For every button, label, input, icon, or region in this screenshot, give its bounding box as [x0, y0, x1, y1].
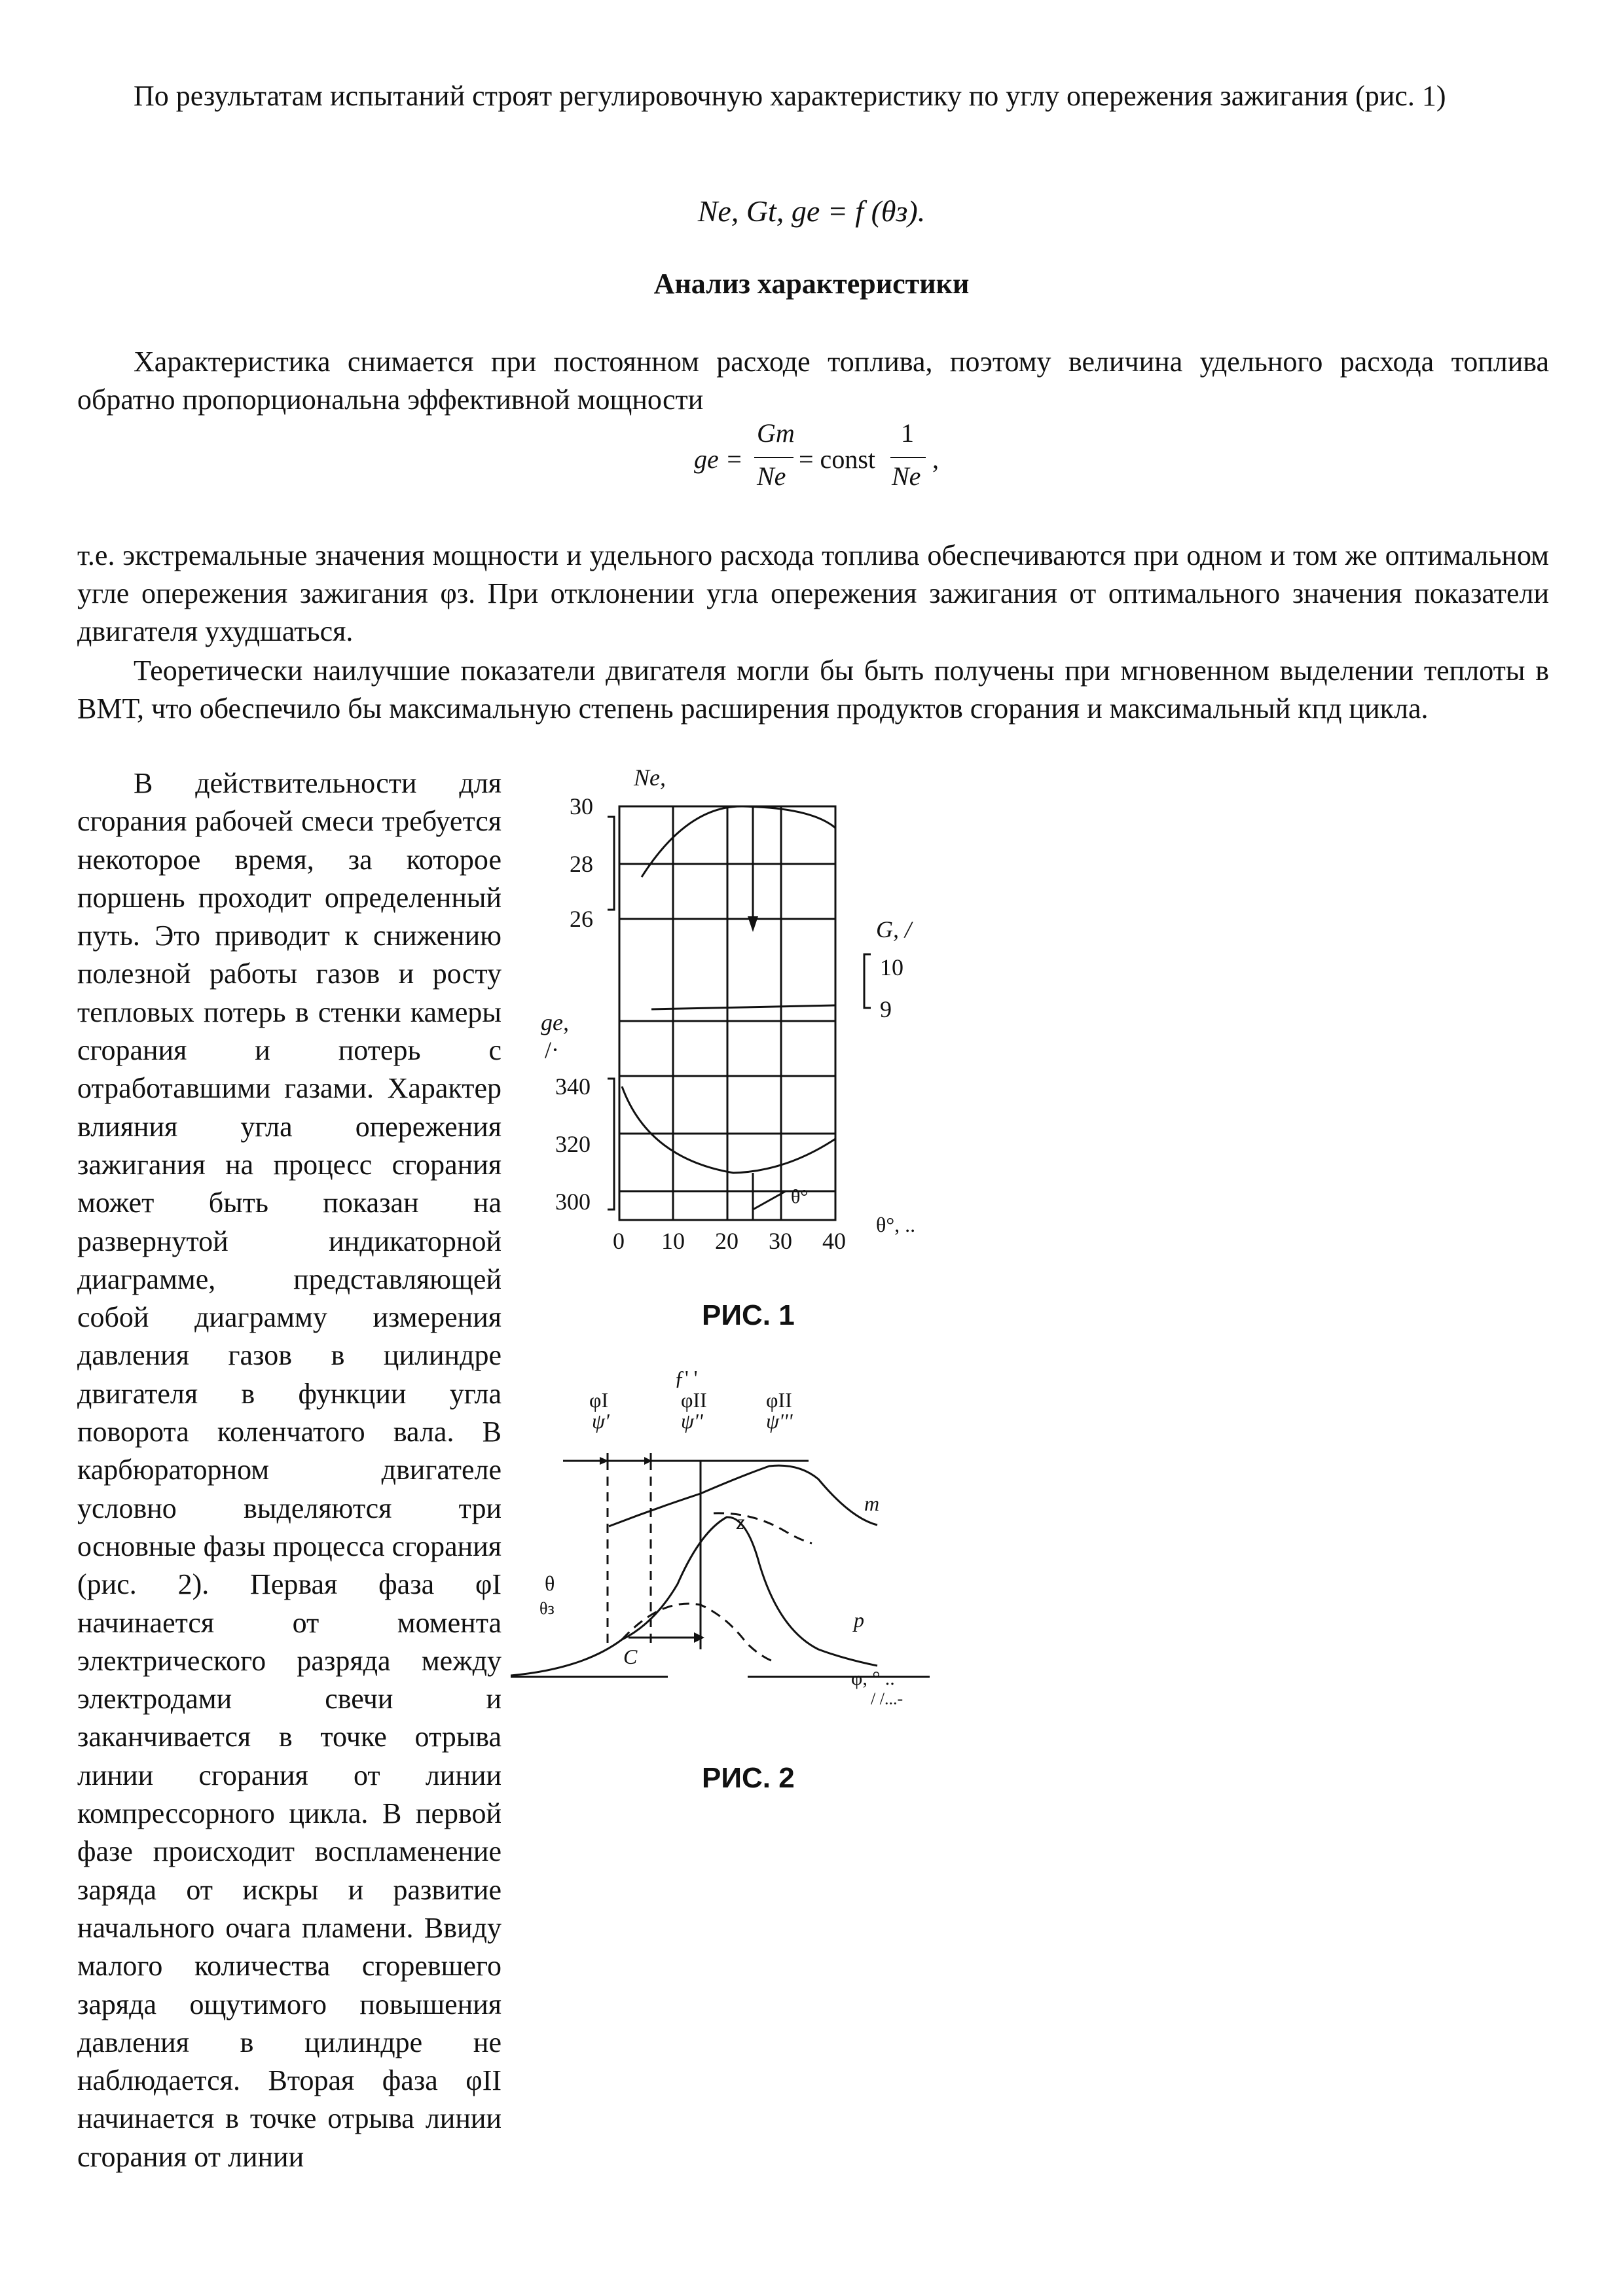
formula2-tail: , — [932, 444, 939, 474]
paragraph-4: Теоретически наилучшие показатели двигателя могли бы быть получены при мгновенном выделении теплоты в ВМТ, что обеспечило бы максимальную степень расширения продуктов сгорания и максимальный кпд цикла. — [77, 655, 1549, 725]
fig2-theta-label: θ — [545, 1571, 555, 1595]
section-heading: Анализ характеристики — [653, 268, 970, 300]
formula-characteristic: Ne, Gt, ge = f (θз). — [697, 194, 926, 228]
intro-paragraph: По результатам испытаний строят регулировочную характеристику по углу опережения зажигания (рис. 1) — [134, 80, 1446, 112]
fig2-p-curve — [511, 1517, 877, 1676]
fig1-theta-axis: θ°, .. — [876, 1213, 916, 1236]
fig1-x-tick: 10 — [661, 1228, 685, 1254]
fig1-x-tick: 0 — [613, 1228, 625, 1254]
fig1-g-tick: 9 — [880, 996, 892, 1022]
fig2-p-label: р — [854, 1608, 864, 1632]
fig2-z-label: z — [737, 1510, 745, 1534]
fig1-ne-bracket — [608, 817, 614, 910]
fig1-g-line — [651, 1005, 835, 1009]
figure-1-chart — [537, 759, 956, 1257]
fig1-ge-curve — [622, 1086, 835, 1173]
fig1-x-tick: 30 — [769, 1228, 792, 1254]
fig1-ge-label: ge, — [541, 1009, 569, 1035]
formula-specific-consumption — [694, 419, 969, 497]
fig2-psi3: ψ''' — [766, 1409, 793, 1433]
fig2-psi1: ψ' — [592, 1409, 610, 1433]
formula2-lhs: ge = — [694, 444, 743, 474]
fig2-t-label: т — [864, 1492, 880, 1515]
fig2-phi1: φI — [589, 1388, 609, 1412]
fig1-ge-bracket — [608, 1079, 614, 1210]
fig2-phi-axis: φ, ° .. — [851, 1668, 895, 1689]
fig1-ne-tick: 28 — [570, 851, 593, 877]
formula2-fraction-bar-2 — [890, 457, 926, 458]
fig2-top-mark: ƒ' ' — [674, 1368, 698, 1390]
fig1-ne-label: Ne, — [634, 764, 666, 791]
figure-2-diagram — [511, 1368, 969, 1748]
fig1-ne-curve — [642, 806, 835, 877]
fig1-theta-marker: θ° — [791, 1186, 809, 1208]
fig1-x-tick: 40 — [822, 1228, 846, 1254]
fig1-x-tick: 20 — [715, 1228, 739, 1254]
paragraph-3: т.е. экстремальные значения мощности и удельного расхода топлива обеспечиваются при одном и том же оптимальном угле опережения зажигания φз. При отклонении угла опережения зажигания от оптимального значения показатели двигателя ухудшаться. — [77, 539, 1549, 647]
fig1-ge-unit: /· — [545, 1037, 559, 1063]
formula2-den2: Ne — [892, 461, 921, 491]
fig2-phi-axis-2: / /...- — [871, 1689, 903, 1708]
fig2-c-label: C — [623, 1645, 638, 1668]
column-paragraph: В действительности для сгорания рабочей смеси требуется некоторое время, за которое поршень проходит определенный путь. Это приводит к снижению полезной работы газов и росту тепловых потерь в стенки камеры сгорания и потерь с отработавшими газами. Характер влияния угла опережения зажигания на процесс сгорания может быть показан на развернутой индикаторной диаграмме, представляющей собой диаграмму измерения давления газов в цилиндре двигателя в функции угла поворота коленчатого вала. В карбюраторном двигателе условно выделяются три основные фазы процесса сгорания (рис. 2). Первая фаза φI начинается от момента электрического разряда между электродами свечи и заканчивается в точке отрыва линии сгорания от линии компрессорного цикла. В первой фазе происходит воспламенение заряда от искры и развитие начального очага пламени. Ввиду малого количества сгоревшего заряда ощутимого повышения давления в цилиндре не наблюдается. Вторая фаза φII начинается в точке отрыва линии сгорания от линии — [77, 767, 501, 2173]
fig1-arrow-down — [748, 916, 758, 932]
fig1-ge-tick: 300 — [555, 1189, 591, 1215]
formula2-fraction-bar — [754, 457, 793, 458]
paragraph-2: Характеристика снимается при постоянном расходе топлива, поэтому величина удельного расхода топлива обратно пропорциональна эффективной мощности — [77, 346, 1549, 416]
formula2-num: Gт — [757, 418, 795, 448]
fig1-ne-tick: 26 — [570, 906, 593, 932]
fig2-theta-sub: θз — [539, 1599, 555, 1618]
formula2-den: Ne — [757, 461, 786, 491]
fig1-ne-tick: 30 — [570, 793, 593, 819]
fig2-compression-dashed — [622, 1604, 773, 1661]
formula2-mid: = const — [799, 444, 875, 474]
fig2-arrowhead — [694, 1632, 704, 1643]
fig2-psi2: ψ'' — [681, 1409, 703, 1433]
figure-2-caption: РИС. 2 — [702, 1762, 795, 1794]
figure-1-caption: РИС. 1 — [702, 1299, 795, 1331]
fig1-g-label: G, / — [876, 916, 911, 942]
formula2-num2: 1 — [901, 418, 914, 448]
fig1-ge-tick: 320 — [555, 1131, 591, 1157]
fig2-phi2: φII — [681, 1388, 707, 1412]
fig1-ge-tick: 340 — [555, 1073, 591, 1100]
fig1-g-bracket — [864, 954, 871, 1008]
fig1-g-tick: 10 — [880, 954, 903, 980]
fig2-phi3: φII — [766, 1388, 792, 1412]
